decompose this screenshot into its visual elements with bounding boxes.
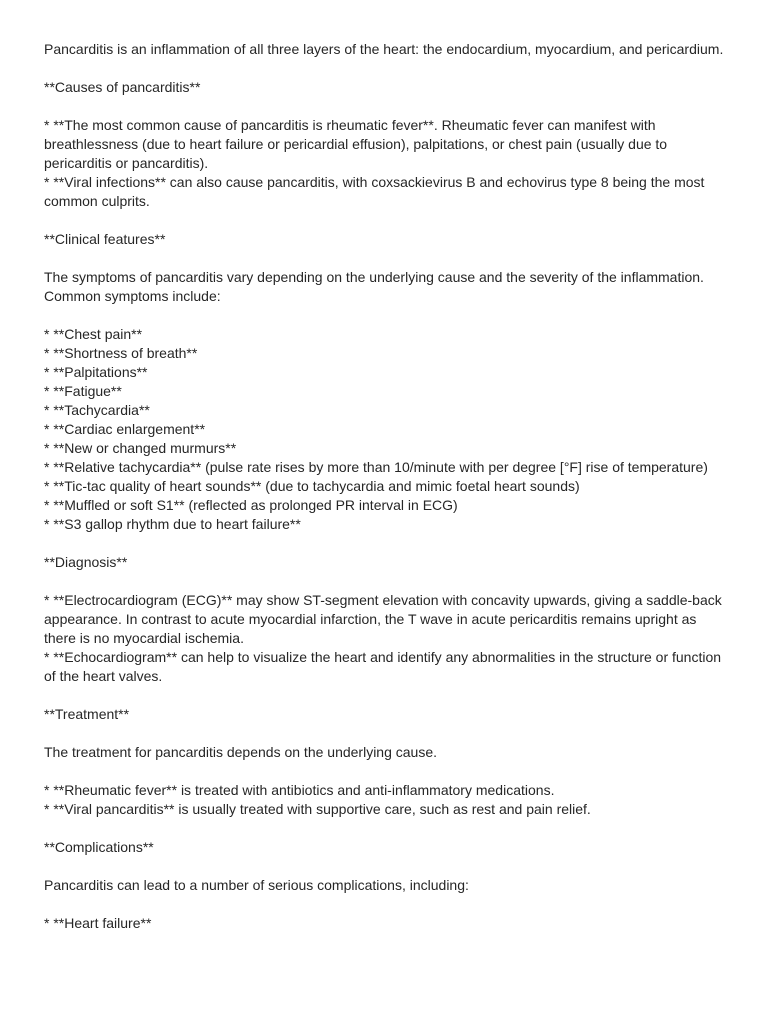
list-item: * **Chest pain** — [44, 326, 143, 342]
list-item: * **New or changed murmurs** — [44, 440, 237, 456]
list-item: * **Tic-tac quality of heart sounds** (due to tachycardia and mimic foetal heart sounds) — [44, 478, 580, 494]
list-item: * **Heart failure** — [44, 915, 152, 931]
list-item: * **Viral pancarditis** is usually treated with supportive care, such as rest and pain relief. — [44, 801, 591, 817]
list-item: * **Echocardiogram** can help to visualize the heart and identify any abnormalities in the structure or function of the heart valves. — [44, 649, 725, 684]
list-item: * **S3 gallop rhythm due to heart failure** — [44, 516, 301, 532]
list-item: * **Viral infections** can also cause pancarditis, with coxsackievirus B and echovirus type 8 being the most common culprits. — [44, 174, 709, 209]
treatment-heading: **Treatment** — [44, 706, 130, 722]
list-item: * **Palpitations** — [44, 364, 148, 380]
list-item: * **Fatigue** — [44, 383, 122, 399]
list-item: * **Electrocardiogram (ECG)** may show ST-segment elevation with concavity upwards, giving a saddle-back appearance. In contrast to acute myocardial infarction, the T wave in acute pericarditis remains upright as there is no myocardial ischemia. — [44, 592, 726, 646]
list-item: * **Tachycardia** — [44, 402, 150, 418]
clinical-features-heading: **Clinical features** — [44, 231, 166, 247]
list-item: * **The most common cause of pancarditis is rheumatic fever**. Rheumatic fever can manifest with breathlessness (due to heart failure or pericardial effusion), palpitations, or chest pain (usually due to pericarditis or pancarditis). — [44, 117, 671, 171]
clinical-intro-paragraph: The symptoms of pancarditis vary depending on the underlying cause and the severity of the inflammation. Common symptoms include: — [44, 269, 708, 304]
causes-heading: **Causes of pancarditis** — [44, 79, 201, 95]
list-item: * **Shortness of breath** — [44, 345, 198, 361]
treatment-intro-paragraph: The treatment for pancarditis depends on the underlying cause. — [44, 744, 438, 760]
list-item: * **Cardiac enlargement** — [44, 421, 206, 437]
complications-intro-paragraph: Pancarditis can lead to a number of serious complications, including: — [44, 877, 469, 893]
complications-heading: **Complications** — [44, 839, 154, 855]
list-item: * **Relative tachycardia** (pulse rate rises by more than 10/minute with per degree [°F] rise of temperature) — [44, 459, 708, 475]
list-item: * **Muffled or soft S1** (reflected as prolonged PR interval in ECG) — [44, 497, 458, 513]
diagnosis-heading: **Diagnosis** — [44, 554, 128, 570]
list-item: * **Rheumatic fever** is treated with antibiotics and anti-inflammatory medications. — [44, 782, 555, 798]
intro-paragraph: Pancarditis is an inflammation of all three layers of the heart: the endocardium, myocardium, and pericardium. — [44, 41, 724, 57]
